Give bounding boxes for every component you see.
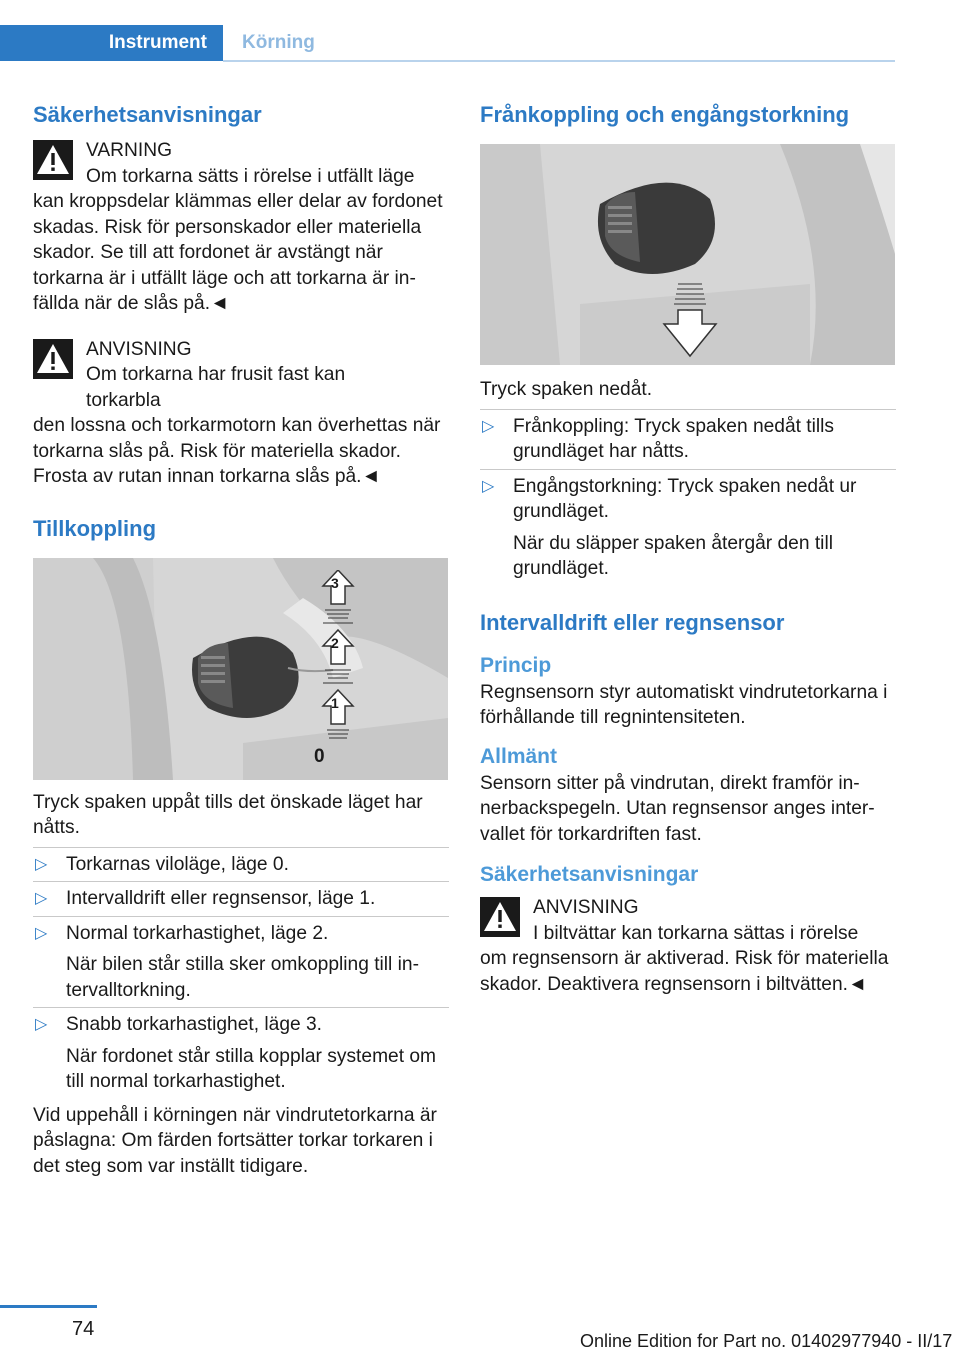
wiper-stalk-up-figure	[33, 558, 448, 780]
triangle-bullet-icon: ▷	[482, 417, 495, 435]
warning-first-line: Om torkarna sätts i rörelse i utfällt läge	[86, 165, 415, 187]
closing-paragraph: Vid uppehåll i körningen när vindrutetorkarna är påslagna: Om färden fortsätter torkar torkaren i det steg som var inställt tidigare.	[33, 1104, 437, 1177]
list-item	[33, 881, 449, 916]
tab-korning[interactable]: Körning	[242, 32, 315, 53]
notice-body: den lossna och torkarmotorn kan överhettas när torkarna slås på. Risk för materiella skador. Frosta av rutan innan torkarna slås på.◄	[33, 415, 441, 487]
right-column	[480, 98, 896, 997]
notice-first-line: Om torkarna har frusit fast kan torkarbla	[86, 364, 346, 411]
heading-tillkoppling: Tillkoppling	[33, 515, 157, 541]
notice-title: ANVISNING	[533, 897, 639, 918]
triangle-bullet-icon: ▷	[35, 855, 48, 873]
list-item	[33, 916, 449, 1008]
step-subtext: När bilen står stilla sker omkoppling till intervalltorkning.	[66, 954, 419, 1001]
triangle-bullet-icon: ▷	[35, 890, 48, 907]
step-subtext: När du släpper spaken återgår den till grundläget.	[513, 532, 833, 579]
tab-instrument[interactable]: Instrument	[0, 25, 223, 61]
step-text: Snabb torkarhastighet, läge 3.	[66, 1014, 323, 1035]
notice-block	[33, 337, 449, 490]
frankoppling-steps	[480, 409, 896, 586]
notice-first-line: I biltvättar kan torkarna sättas i rörelse	[533, 922, 859, 944]
warning-body: kan kroppsdelar klämmas eller delar av fordonet skadas. Risk för personskador eller materiella skador. Se till att fordonet är avstängt när torkarna är i utfällt läge och att torkarna är infällda när de slås på.◄	[33, 191, 443, 314]
wiper-stalk-down-figure	[480, 144, 895, 365]
edition-text: Online Edition for Part no. 01402977940 - II/17	[580, 1331, 953, 1351]
list-item	[33, 1007, 449, 1099]
subheading-allmant: Allmänt	[480, 744, 558, 768]
heading-frankoppling: Frånkoppling och engångstorkning	[480, 102, 850, 127]
figure-label-3: 3	[331, 574, 339, 591]
tillkoppling-steps	[33, 847, 449, 1099]
triangle-bullet-icon: ▷	[35, 924, 48, 942]
page-number: 74	[72, 1318, 95, 1340]
left-column	[33, 98, 449, 1179]
triangle-bullet-icon: ▷	[35, 1016, 48, 1033]
warning-triangle-icon	[33, 140, 73, 180]
triangle-bullet-icon: ▷	[482, 477, 495, 495]
step-text: Frånkoppling: Tryck spaken nedåt tills grundläget har nåtts.	[513, 415, 835, 462]
warning-block	[33, 138, 449, 317]
notice-body: om regnsensorn är aktiverad. Risk för materiella skador. Deaktivera regnsensorn i biltvätten.◄	[480, 948, 889, 995]
heading-intervalldrift: Intervalldrift eller regnsensor	[480, 609, 785, 635]
footer-rule	[0, 1305, 97, 1308]
princip-text: Regnsensorn styr automatiskt vindrutetorkarna i förhållande till regnintensiteten.	[480, 681, 888, 728]
step-text: Torkarnas viloläge, läge 0.	[66, 853, 289, 875]
warning-triangle-icon	[480, 897, 520, 937]
step-subtext: När fordonet står stilla kopplar systemet om till normal torkarhastighet.	[66, 1045, 437, 1092]
frankoppling-intro: Tryck spaken nedåt.	[480, 379, 653, 400]
list-item	[480, 469, 896, 586]
notice-block	[480, 895, 896, 997]
warning-triangle-icon	[33, 339, 73, 379]
step-text: Intervalldrift eller regnsensor, läge 1.	[66, 888, 376, 909]
subheading-sakerhet: Säkerhetsanvisningar	[480, 863, 699, 886]
step-text: Engångstorkning: Tryck spaken nedåt ur grundläget.	[513, 475, 857, 522]
figure-label-2: 2	[331, 634, 339, 651]
list-item	[480, 409, 896, 469]
list-item	[33, 847, 449, 882]
subheading-princip: Princip	[480, 653, 552, 677]
header-tabs	[0, 25, 895, 62]
step-text: Normal torkarhastighet, läge 2.	[66, 922, 329, 944]
notice-title: ANVISNING	[86, 338, 192, 360]
tillkoppling-intro: Tryck spaken uppåt tills det önskade läget har nåtts.	[33, 791, 423, 838]
warning-title: VARNING	[86, 140, 172, 161]
heading-safety: Säkerhetsanvisningar	[33, 102, 262, 127]
allmant-text: Sensorn sitter på vindrutan, direkt framför innerbackspegeln. Utan regnsensor anges intervallet för torkardriften fast.	[480, 772, 875, 845]
tab-divider	[223, 60, 895, 62]
figure-label-1: 1	[331, 694, 339, 711]
figure-label-0: 0	[314, 745, 325, 767]
